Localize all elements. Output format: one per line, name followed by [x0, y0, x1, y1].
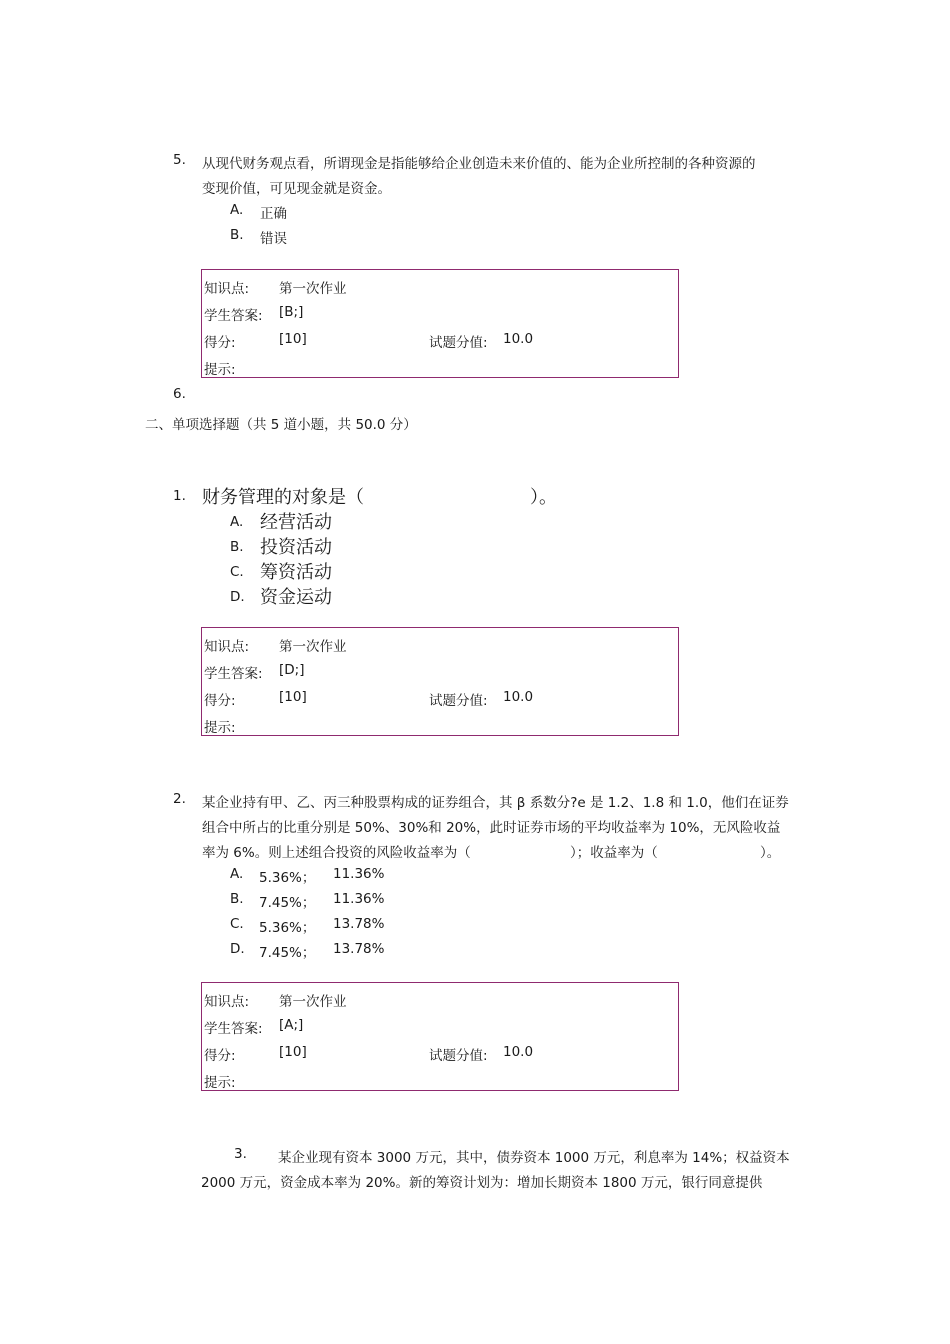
- option-text-2: 13.78%: [333, 941, 385, 957]
- question-text: 某企业现有资本 3000 万元，其中，债券资本 1000 万元，利息率为 14%；权益资本: [278, 1150, 790, 1166]
- value-label: 试题分值:: [429, 1048, 488, 1064]
- question-number: 3.: [234, 1146, 247, 1162]
- answer-value: [A;]: [279, 1017, 304, 1033]
- knowledge-label: 知识点:: [204, 994, 250, 1010]
- option-letter: B.: [230, 891, 244, 907]
- knowledge-value: 第一次作业: [279, 994, 347, 1010]
- answer-label: 学生答案:: [204, 666, 263, 682]
- option-letter: D.: [230, 941, 245, 957]
- value-label: 试题分值:: [429, 335, 488, 351]
- question-text: 财务管理的对象是（: [202, 487, 364, 508]
- question-number: 1.: [173, 488, 186, 504]
- question-text: ）。: [760, 845, 781, 861]
- option-text: 投资活动: [260, 537, 332, 558]
- option-letter: A.: [230, 866, 244, 882]
- question-number: 5.: [173, 152, 186, 168]
- answer-value: [D;]: [279, 662, 305, 678]
- option-text: 资金运动: [260, 587, 332, 608]
- question-number: 6.: [173, 386, 186, 402]
- value-value: 10.0: [503, 689, 534, 705]
- option-text: 7.45%；: [259, 895, 316, 911]
- hint-label: 提示:: [204, 362, 236, 378]
- value-label: 试题分值:: [429, 693, 488, 709]
- option-text: 筹资活动: [260, 562, 332, 583]
- question-text-end: ）。: [530, 487, 557, 508]
- knowledge-label: 知识点:: [204, 639, 250, 655]
- question-text: 组合中所占的比重分别是 50%、30%和 20%，此时证券市场的平均收益率为 10%，无风险收益: [202, 820, 781, 836]
- knowledge-value: 第一次作业: [279, 281, 347, 297]
- score-label: 得分:: [204, 335, 236, 351]
- option-text-2: 11.36%: [333, 866, 385, 882]
- knowledge-label: 知识点:: [204, 281, 250, 297]
- option-letter: A.: [230, 514, 244, 530]
- value-value: 10.0: [503, 331, 534, 347]
- option-text: 5.36%；: [259, 870, 316, 886]
- option-letter: C.: [230, 564, 244, 580]
- question-text: 2000 万元，资金成本率为 20%。新的筹资计划为：增加长期资本 1800 万元，银行同意提供: [201, 1175, 763, 1191]
- option-letter: B.: [230, 539, 244, 555]
- option-letter: C.: [230, 916, 244, 932]
- option-text-2: 13.78%: [333, 916, 385, 932]
- score-label: 得分:: [204, 1048, 236, 1064]
- score-label: 得分:: [204, 693, 236, 709]
- answer-label: 学生答案:: [204, 308, 263, 324]
- score-value: [10]: [279, 331, 307, 347]
- answer-info-box: [201, 269, 679, 378]
- option-text: 7.45%；: [259, 945, 316, 961]
- question-text: 率为 6%。则上述组合投资的风险收益率为（: [202, 845, 471, 861]
- option-text: 经营活动: [260, 512, 332, 533]
- option-text-2: 11.36%: [333, 891, 385, 907]
- option-text: 正确: [260, 206, 287, 222]
- answer-info-box: [201, 627, 679, 736]
- hint-label: 提示:: [204, 1075, 236, 1091]
- question-text: 从现代财务观点看，所谓现金是指能够给企业创造未来价值的、能为企业所控制的各种资源的: [202, 156, 756, 172]
- answer-info-box: [201, 982, 679, 1091]
- hint-label: 提示:: [204, 720, 236, 736]
- question-text: 变现价值，可见现金就是资金。: [202, 181, 391, 197]
- value-value: 10.0: [503, 1044, 534, 1060]
- question-text: 某企业持有甲、乙、丙三种股票构成的证券组合，其 β 系数分?e 是 1.2、1.8 和 1.0，他们在证券: [202, 795, 789, 811]
- answer-label: 学生答案:: [204, 1021, 263, 1037]
- answer-value: [B;]: [279, 304, 304, 320]
- option-letter: D.: [230, 589, 245, 605]
- option-letter: B.: [230, 227, 244, 243]
- option-text: 5.36%；: [259, 920, 316, 936]
- knowledge-value: 第一次作业: [279, 639, 347, 655]
- question-number: 2.: [173, 791, 186, 807]
- score-value: [10]: [279, 689, 307, 705]
- score-value: [10]: [279, 1044, 307, 1060]
- option-text: 错误: [260, 231, 287, 247]
- option-letter: A.: [230, 202, 244, 218]
- section-title: 二、单项选择题（共 5 道小题，共 50.0 分）: [145, 417, 417, 433]
- question-text: ）；收益率为（: [570, 845, 658, 861]
